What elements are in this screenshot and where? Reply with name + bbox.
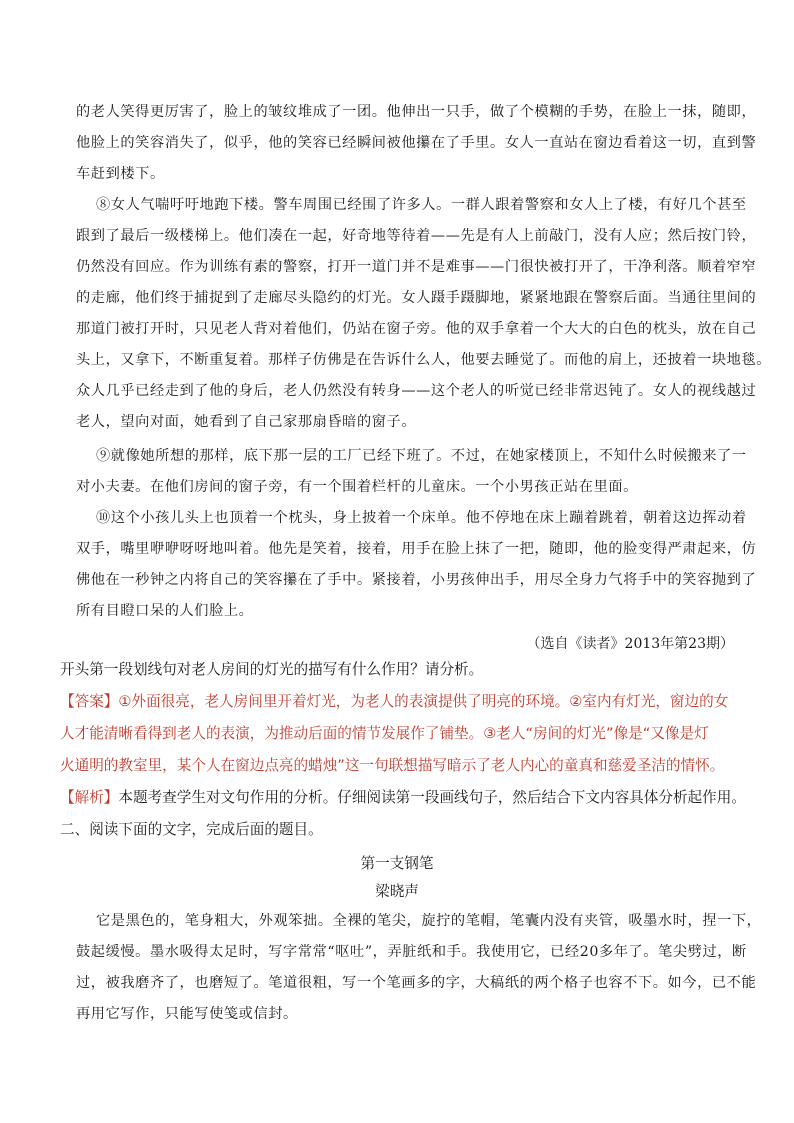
story-line: 跟到了最后一级楼梯上。他们凑在一起，好奇地等待着——先是有人上前敲门，没有人应；然后按门铃， (76, 228, 757, 244)
story-line: 双手，嘴里咿咿呀呀地叫着。他先是笑着，接着，用手在脸上抹了一把，随即，他的脸变得严肃起来，仿 (76, 541, 757, 557)
source-note: （选自《读者》2013年第23期） (526, 636, 734, 652)
story-line: 他脸上的笑容消失了，似乎，他的笑容已经瞬间被他攥在了手里。女人一直站在窗边看着这一切，直到警 (76, 135, 757, 151)
essay-line: 它是黑色的，笔身粗大，外观笨拙。全裸的笔尖，旋拧的笔帽，笔囊内没有夹管，吸墨水时，捏一下， (96, 913, 762, 929)
question-text: 开头第一段划线句对老人房间的灯光的描写有什么作用？请分析。 (60, 661, 484, 678)
analysis-tag: 【解析】 (60, 789, 119, 806)
section-heading: 二、阅读下面的文字，完成后面的题目。 (60, 821, 323, 838)
story-line: 仍然没有回应。作为训练有素的警察，打开一道门并不是难事——门很快被打开了，干净利落。顺着窄窄 (76, 259, 757, 275)
answer-line-3: 火通明的教室里，某个人在窗边点亮的蜡烛”这一句联想描写暗示了老人内心的童真和慈爱圣洁的情怀。 (60, 757, 725, 774)
story-line: 佛他在一秒钟之内将自己的笑容攥在了手中。紧接着，小男孩伸出手，用尽全身力气将手中的笑容抛到了 (76, 572, 757, 588)
story-line: 那道门被打开时，只见老人背对着他们，仍站在窗子旁。他的双手拿着一个大大的白色的枕头，放在自己 (76, 321, 757, 337)
answer-tag: 【答案】 (60, 693, 119, 710)
answer-line-1 (60, 692, 728, 712)
essay-line: 再用它写作，只能写使笺或信封。 (76, 1006, 298, 1022)
analysis-line (60, 788, 746, 808)
story-line: 众人几乎已经走到了他的身后，老人仍然没有转身——这个老人的听觉已经非常迟钝了。女人的视线越过 (76, 383, 757, 399)
answer-text: ①外面很亮，老人房间里开着灯光，为老人的表演提供了明亮的环境。②室内有灯光，窗边的女 (118, 693, 729, 710)
essay-author: 梁晓声 (375, 883, 419, 900)
essay-line: 过，被我磨齐了，也磨短了。笔道很粗，写一个笔画多的字，大稿纸的两个格子也容不下。如今，已不能 (76, 975, 757, 991)
story-line: 所有目瞪口呆的人们脸上。 (76, 603, 254, 619)
story-line: ⑩这个小孩儿头上也顶着一个枕头，身上披着一个床单。他不停地在床上蹦着跳着，朝着这边挥动着 (96, 510, 747, 526)
answer-line-2: 人才能清晰看得到老人的表演，为推动后面的情节发展作了铺垫。③老人“房间的灯光”像是“又像是灯 (60, 725, 709, 742)
essay-title: 第一支钢笔 (360, 855, 434, 872)
story-line: ⑧女人气喘吁吁地跑下楼。警车周围已经围了许多人。一群人跟着警察和女人上了楼，有好几个甚至 (96, 197, 747, 213)
story-line: 的走廊，他们终于捕捉到了走廊尽头隐约的灯光。女人蹑手蹑脚地，紧紧地跟在警察后面。当通往里间的 (76, 290, 757, 306)
essay-line: 鼓起缓慢。墨水吸得太足时，写字常常“呕吐”，弄脏纸和手。我使用它，已经20多年了。笔尖劈过，断 (76, 944, 747, 960)
story-line: 老人，望向对面，她看到了自己家那扇昏暗的窗子。 (76, 414, 417, 430)
analysis-text: 本题考查学生对文句作用的分析。仔细阅读第一段画线句子，然后结合下文内容具体分析起作用。 (118, 789, 746, 806)
story-line: 的老人笑得更厉害了，脸上的皱纹堆成了一团。他伸出一只手，做了个模糊的手势，在脸上一抹，随即， (76, 104, 757, 120)
story-line: 对小夫妻。在他们房间的窗子旁，有一个围着栏杆的儿童床。一个小男孩正站在里面。 (76, 479, 638, 495)
story-line: 车赶到楼下。 (76, 166, 165, 182)
story-line: ⑨就像她所想的那样，底下那一层的工厂已经下班了。不过，在她家楼顶上，不知什么时候搬来了一 (96, 448, 747, 464)
story-line: 头上，又拿下，不断重复着。那样子仿佛是在告诉什么人，他要去睡觉了。而他的肩上，还披着一块地毯。 (76, 352, 772, 368)
